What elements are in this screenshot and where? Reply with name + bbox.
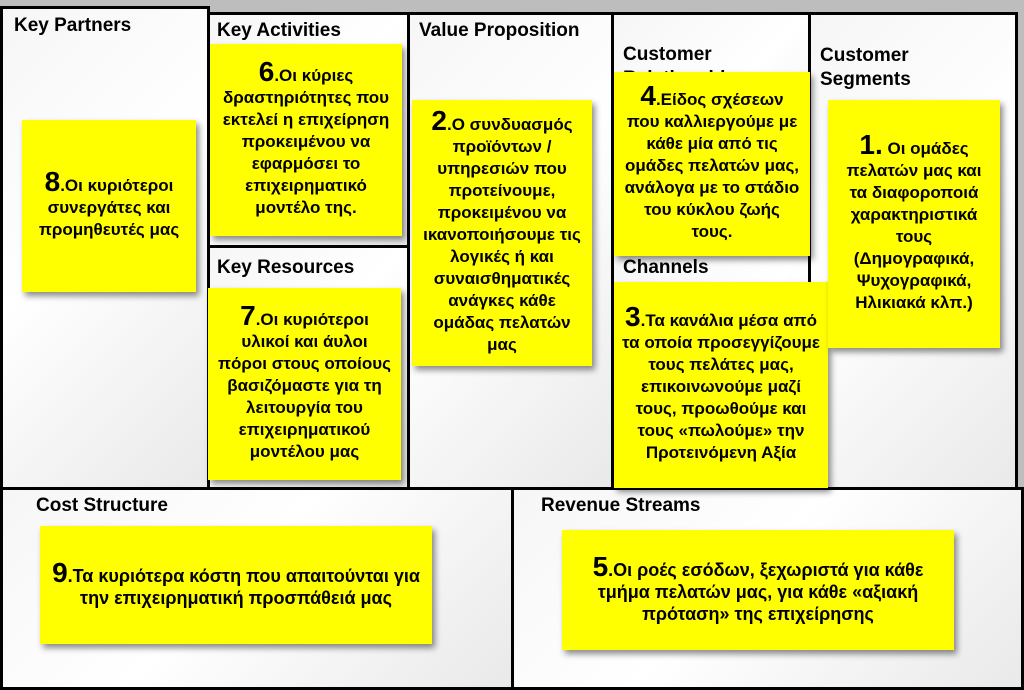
revenue-streams-title: Revenue Streams	[541, 495, 701, 516]
note-key-partners-text: .Οι κυριότεροι συνεργάτες και προμηθευτές μας	[38, 176, 180, 239]
note-channels-text: .Τα κανάλια μέσα από τα οποία προσεγγίζουμε τους πελάτες μας, επικοινωνούμε μαζί τους, προωθούμε και τους «πωλούμε» την Προτεινόμενη Αξία	[622, 311, 820, 462]
note-key-resources-number: 7	[240, 300, 256, 331]
value-proposition-title: Value Proposition	[419, 20, 580, 41]
note-key-activities	[210, 44, 402, 236]
note-customer-relationship-text: .Είδος σχέσεων που καλλιεργούμε με κάθε μία από τις ομάδες πελατών μας, ανάλογα με το στάδιο του κύκλου ζωής τους.	[624, 90, 800, 241]
key-activities-title: Key Activities	[217, 20, 341, 41]
note-channels	[614, 282, 828, 488]
note-customer-relationship	[614, 72, 810, 256]
note-customer-relationship-number: 4	[640, 80, 656, 111]
note-cost-structure	[40, 526, 432, 644]
note-customer-segments-text: Οι ομάδες πελατών μας και τα διαφοροποιά χαρακτηριστικά τους (Δημογραφικά, Ψυχογραφικά, Ηλικιακά κλπ.)	[846, 139, 982, 312]
note-cost-structure-number: 9	[52, 556, 68, 588]
note-key-activities-number: 6	[258, 56, 275, 87]
channels-title: Channels	[623, 257, 709, 278]
note-customer-segments	[828, 100, 1000, 348]
note-key-partners	[22, 120, 196, 292]
note-key-activities-text: .Οι κύριες δραστηριότητες που εκτελεί η επιχείρηση προκειμένου να εφαρμόσει το επιχειρηματικό μοντέλο της.	[222, 66, 390, 217]
note-key-resources	[208, 288, 401, 480]
note-key-partners-number: 8	[44, 166, 61, 197]
note-value-proposition-number: 2	[431, 105, 447, 136]
note-cost-structure-text: .Τα κυριότερα κόστη που απαιτούνται για την επιχειρηματική προσπάθειά μας	[67, 565, 420, 608]
cost-structure-title: Cost Structure	[36, 495, 168, 516]
note-value-proposition	[412, 100, 592, 366]
customer-segments-title-text: Customer Segments	[820, 45, 911, 90]
note-value-proposition-text: .Ο συνδυασμός προϊόντων / υπηρεσιών που προτείνουμε, προκειμένου να ικανοποιήσουμε τις λογικές ή και συναισθηματικές ανάγκες κάθε ομάδας πελατών μας	[423, 115, 581, 354]
note-key-resources-text: .Οι κυριότεροι υλικοί και άυλοι πόροι στους οποίους βασιζόμαστε για τη λειτουργία του επιχειρηματικού μοντέλου μας	[217, 310, 391, 461]
customer-segments-title	[820, 20, 940, 92]
key-resources-title: Key Resources	[217, 257, 355, 278]
note-revenue-streams	[562, 530, 954, 650]
note-revenue-streams-text: .Οι ροές εσόδων, ξεχωριστά για κάθε τμήμα πελατών μας, για κάθε «αξιακή πρόταση» της επιχείρησης	[597, 559, 924, 624]
note-revenue-streams-number: 5	[592, 550, 609, 582]
note-customer-segments-number: 1.	[859, 129, 883, 160]
customer-relationship-title-text: Customer	[623, 44, 712, 65]
key-partners-title: Key Partners	[14, 15, 132, 36]
note-channels-number: 3	[625, 301, 641, 332]
